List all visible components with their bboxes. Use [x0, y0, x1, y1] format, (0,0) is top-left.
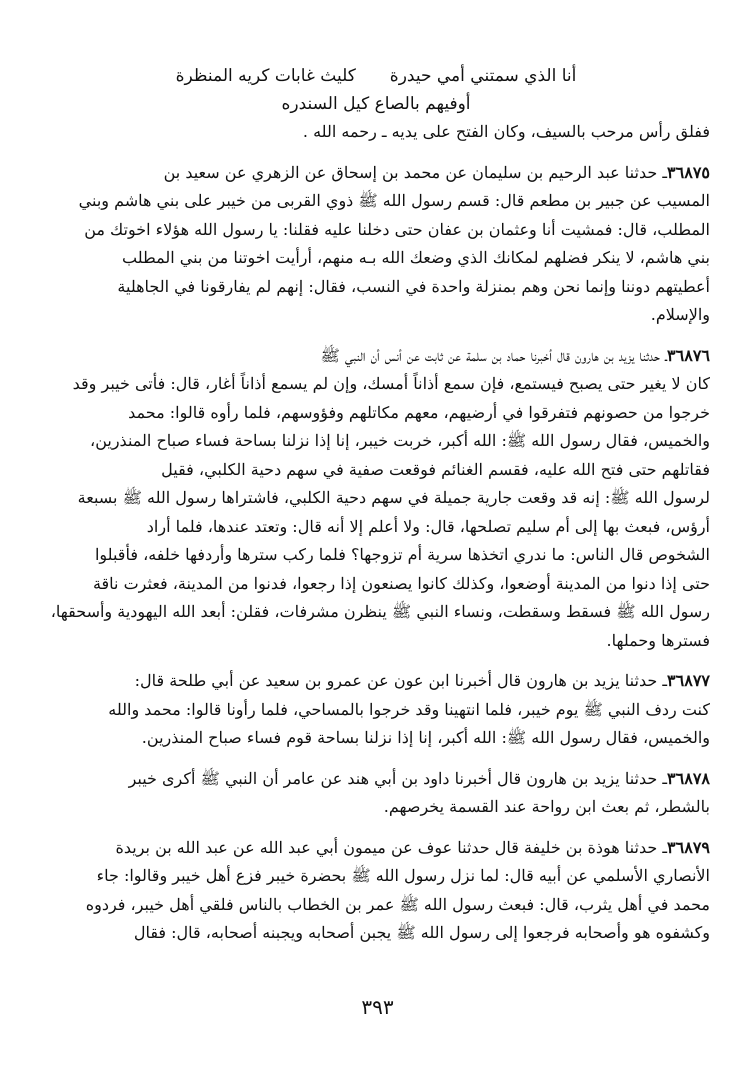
- hadith-number: ٣٦٨٧٨: [667, 768, 710, 788]
- hadith-text-line: ـ حدثنا هوذة بن خليفة قال حدثنا عوف عن ميمون أبي عبد الله عن عبد الله بن بريدة: [115, 837, 668, 857]
- hadith-text-line: ـ حدثنا يزيد بن هارون قال أخبرنا ابن عون عن عمرو بن سعيد عن أبي طلحة قال:: [134, 671, 668, 690]
- hadith-text-line: رسول الله ﷺ فسقط وسقطت، ونساء النبي ﷺ ينظرن مشرفات، فقلن: أبعد الله اليهودية وأسحقها،: [50, 602, 710, 621]
- hadith-text-line: ـ حدثنا يزيد بن هارون قال أخبرنا حماد بن سلمة عن ثابت عن أنس أن النبي ﷺ: [320, 345, 668, 365]
- hadith-36878: [42, 765, 710, 822]
- hadith-36877: [42, 667, 710, 753]
- hadith-text-line: وكشفوه هو وأصحابه فرجعوا إلى رسول الله ﷺ يجبن أصحابه ويجبنه أصحابه، قال: فقال: [133, 923, 710, 942]
- poem-verse-line-1: [42, 62, 710, 90]
- hadith-number: ٣٦٨٧٩: [667, 837, 710, 857]
- intro-line: ففلق رأس مرحب بالسيف، وكان الفتح على يديه ـ رحمه الله .: [302, 122, 710, 141]
- hadith-text-line: كنت ردف النبي ﷺ يوم خيبر، فلما انتهينا وقد خرجوا بالمساحي، فلما رأونا قالوا: محمد والله: [108, 699, 710, 719]
- hadith-text-line: لرسول الله ﷺ: إنه قد وقعت جارية جميلة في سهم دحية الكلبي، فاشتراها رسول الله ﷺ بسبعة: [77, 488, 710, 507]
- hadith-text-line: المسيب عن جبير بن مطعم قال: قسم رسول الله ﷺ ذوي القربى من خيبر على بني هاشم وبني: [78, 191, 710, 210]
- hadith-number: ٣٦٨٧٦: [667, 345, 710, 365]
- hadith-text-line: الشخوص قال الناس: ما ندري اتخذها سرية أم تزوجها؟ فلما ركب سترها وأردفها خلفه، فأقبلوا: [94, 545, 710, 564]
- hadith-text-line: فسترها وحملها.: [606, 630, 710, 650]
- hadith-text-line: خرجوا من حصونهم فتفرقوا في أرضيهم، معهم مكاتلهم وفؤوسهم، فلما رأوه قالوا: محمد: [128, 402, 710, 422]
- hadith-text-line: أرؤس، فبعث بها إلى أم سليم تصلحها، قال: ولا أعلم إلا أنه قال: وتعتد عندها، فلما أراد: [146, 516, 710, 536]
- hadith-text-line: أعطيتهم دوننا وإنما نحن وهم بمنزلة واحدة في النسب، فقال: إنهم لم يفارقونا في الجاهلية: [117, 276, 710, 296]
- hadith-text-line: الأنصاري الأسلمي عن أبيه قال: لما نزل رسول الله ﷺ بحضرة خيبر فزع أهل خيبر وقالوا: جاء: [96, 866, 710, 885]
- document-page: [42, 62, 710, 1072]
- poem-verse-line-2: أوفيهم بالصاع كيل السندره: [281, 94, 471, 114]
- hadith-text-line: ـ حدثنا يزيد بن هارون قال أخبرنا داود بن أبي هند عن عامر أن النبي ﷺ أكرى خيبر: [128, 768, 668, 788]
- hadith-text-line: بني هاشم، لا ينكر فضلهم لمكانك الذي وضعك الله بـه منهم، أرأيت اخوتنا من بني المطلب: [122, 248, 710, 267]
- hadith-text-line: والإسلام.: [650, 305, 710, 324]
- hadith-text-line: فقاتلهم حتى فتح الله عليه، فقسم الغنائم فوقعت صفية في سهم دحية الكلبي، فقيل: [161, 459, 710, 479]
- hadith-text-line: ـ حدثنا عبد الرحيم بن سليمان عن محمد بن إسحاق عن الزهري عن سعيد بن: [163, 162, 668, 182]
- hadith-text-line: المطلب، قال: فمشيت أنا وعثمان بن عفان حتى دخلنا عليه فقلنا: يا رسول الله هؤلاء اخوتك من: [84, 219, 710, 239]
- hadith-36879: [42, 834, 710, 948]
- hadith-number: ٣٦٨٧٧: [667, 671, 710, 690]
- hadith-36875: [42, 159, 710, 330]
- hadith-text-line: محمد في أهل يثرب، قال: فبعث رسول الله ﷺ عمر بن الخطاب بالناس فلقي أهل خيبر، فردوه: [85, 894, 710, 914]
- page-number: ٣٩٣: [361, 995, 394, 1019]
- poem-hemistich-right: أنا الذي سمتني أمي حيدرة: [389, 66, 577, 86]
- hadith-36876: [42, 342, 710, 656]
- hadith-text-line: والخميس، فقال رسول الله ﷺ: الله أكبر، إنا إذا نزلنا بساحة قوم فساء صباح المنذرين.: [141, 728, 710, 747]
- hadith-text-line: بالشطر، ثم بعث ابن رواحة عند القسمة يخرصهم.: [383, 797, 710, 816]
- poem-hemistich-left: كليث غابات كريه المنظرة: [175, 66, 356, 86]
- hadith-number: ٣٦٨٧٥: [667, 162, 710, 182]
- hadith-text-line: والخميس، فقال رسول الله ﷺ: الله أكبر، خربت خيبر، إنا إذا نزلنا بساحة فساء صباح المنذرين،: [90, 431, 710, 450]
- hadith-text-line: كان لا يغير حتى يصبح فيستمع، فإن سمع أذاناً أمسك، وإن لم يسمع أذاناً أغار، قال: فأتى خيبر وقد: [72, 374, 710, 393]
- hadith-text-line: حتى إذا دنوا من المدينة أوضعوا، وكذلك كانوا يصنعون إذا رجعوا، فدنوا من المدينة، فعثرت ناقة: [92, 573, 710, 593]
